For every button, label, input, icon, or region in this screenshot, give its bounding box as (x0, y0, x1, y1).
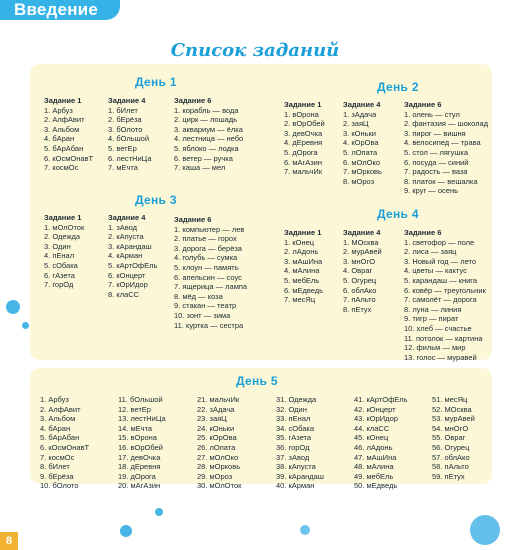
list-item: 1. мОлОток (44, 222, 85, 232)
list-item: 10. хлеб — счастье (404, 323, 472, 333)
list-item: 3. Новый год — лето (404, 256, 477, 266)
list-item: 50. мЕдведь (354, 481, 398, 491)
list-item: 14. мЕчта (118, 423, 153, 433)
list-item: 6. ковёр — треугольник (404, 285, 486, 295)
list-item: 2. вОрОбей (284, 119, 325, 129)
task-title: Задание 6 (404, 100, 442, 109)
task-title: Задание 4 (108, 96, 146, 105)
task-title: Задание 1 (44, 213, 82, 222)
list-item: 3. девОчка (284, 128, 323, 138)
list-item: 8. мёд — коза (174, 291, 223, 301)
list-item: 4. пЕнал (44, 251, 75, 261)
list-item: 4. мАлина (284, 266, 320, 276)
list-item: 28. мОрковь (197, 462, 241, 472)
day-2-task-6 (404, 100, 488, 196)
list-item: 40. кАрман (276, 481, 315, 491)
list-item: 39. кАрандаш (276, 471, 324, 481)
list-item: 2. лАдонь (284, 247, 319, 257)
list-item: 11. потолок — картина (404, 333, 483, 343)
list-item: 25. кОрОва (197, 433, 237, 443)
day-3-task-4 (108, 213, 157, 299)
list-item: 1. МОсква (343, 237, 379, 247)
day-5-column-5 (354, 395, 408, 491)
day-5-column-4 (276, 395, 324, 491)
list-item: 13. лестНиЦа (118, 414, 166, 424)
list-item: 7. ящерица — лампа (174, 282, 248, 292)
list-item: 12. фильм — мир (404, 343, 466, 353)
list-item: 6. ветер — ручка (174, 153, 233, 163)
list-item: 52. МОсква (432, 404, 472, 414)
list-item: 4. кАрман (108, 251, 143, 261)
list-item: 3. кАрандаш (108, 241, 152, 251)
list-item: 8. платок — вешалка (404, 176, 478, 186)
day-3-task-6 (174, 215, 247, 330)
list-item: 15. вОрона (118, 433, 157, 443)
splash-decoration (22, 322, 29, 329)
list-item: 4. бАран (44, 134, 75, 144)
list-item: 5. яблоко — лодка (174, 143, 239, 153)
list-item: 56. Огурец (432, 442, 470, 452)
list-item: 6. апельсин — соус (174, 272, 242, 282)
day-1-heading: День 1 (135, 75, 177, 89)
day-2-heading: День 2 (377, 80, 419, 94)
list-item: 37. зАвод (276, 452, 310, 462)
list-item: 1. Арбуз (44, 105, 73, 115)
list-item: 4. цветы — кактус (404, 266, 467, 276)
list-item: 42. кОнцерт (354, 404, 396, 414)
list-item: 5. кАртОфЕль (108, 260, 158, 270)
list-item: 16. вОрОбей (118, 442, 163, 452)
list-item: 6. мЕдведь (284, 285, 324, 295)
list-item: 4. Овраг (343, 266, 373, 276)
section-header-label: Введение (14, 0, 98, 19)
list-item: 8. мОроз (343, 176, 375, 186)
list-item: 41. кАртОфЕль (354, 395, 408, 404)
list-item: 5. лОпата (343, 147, 378, 157)
list-item: 5. карандаш — книга (404, 275, 478, 285)
list-item: 38. кАпуста (276, 462, 316, 472)
list-item: 21. мальчИк (197, 395, 240, 404)
list-item: 1. олень — стул (404, 109, 460, 119)
list-item: 45. кОнец (354, 433, 389, 443)
list-item: 3. пирог — вишня (404, 128, 466, 138)
day-4-heading: День 4 (377, 207, 419, 221)
list-item: 5. бАрАбан (44, 143, 84, 153)
list-item: 4. голубь — сумка (174, 253, 238, 263)
list-item: 44. клаСС (354, 423, 390, 433)
list-item: 31. Одежда (276, 395, 317, 404)
list-item: 6. лестНиЦа (108, 153, 152, 163)
page-number: 8 (0, 532, 18, 550)
list-item: 3. Один (44, 241, 71, 251)
list-item: 1. корабль — вода (174, 105, 239, 115)
list-item: 5. бАрАбан (40, 433, 80, 443)
list-item: 1. зАвод (108, 222, 138, 232)
list-item: 59. пЕтух (432, 471, 465, 481)
list-item: 9. тигр — пират (404, 314, 459, 324)
day-5-heading: День 5 (236, 374, 278, 388)
list-item: 35. гАзета (276, 433, 312, 443)
list-item: 27. мОлОко (197, 452, 239, 462)
list-item: 3. дорога — берёза (174, 243, 242, 253)
list-item: 7. радость — ваза (404, 167, 468, 177)
task-title: Задание 4 (343, 100, 381, 109)
list-item: 2. заяЦ (343, 119, 369, 129)
list-item: 6. кОнцерт (108, 270, 146, 280)
page-title: Список заданий (170, 40, 340, 61)
list-item: 20. мАгАзин (118, 481, 161, 491)
list-item: 3. Альбом (44, 124, 80, 134)
list-item: 3. аквариум — ёлка (174, 124, 243, 134)
list-item: 22. зАдача (197, 404, 235, 414)
list-item: 5. дОрога (284, 147, 318, 157)
list-item: 9. стакан — театр (174, 301, 237, 311)
list-item: 19. дОрога (118, 471, 156, 481)
list-item: 7. пАльто (343, 295, 376, 305)
task-title: Задание 4 (108, 213, 146, 222)
list-item: 7. космОс (44, 163, 79, 173)
section-header (0, 0, 120, 20)
list-item: 11. куртка — сестра (174, 320, 244, 330)
list-item: 5. мебЕль (284, 275, 320, 285)
task-title: Задание 4 (343, 228, 381, 237)
list-item: 1. компьютер — лев (174, 224, 245, 234)
list-item: 9. бЕрёза (40, 471, 74, 481)
day-4-task-1 (284, 228, 323, 305)
list-item: 5. Огурец (343, 275, 377, 285)
day-2-task-4 (343, 100, 382, 186)
list-item: 5. сОбака (44, 260, 78, 270)
list-item: 2. платье — горох (174, 234, 237, 244)
list-item: 18. дЕревня (118, 462, 161, 472)
list-item: 2. лиса — заяц (404, 247, 457, 257)
day-3-task-1 (44, 213, 84, 290)
list-item: 32. Один (276, 404, 307, 414)
list-item: 4. бОльшой (108, 134, 150, 144)
list-item: 3. мнОгО (343, 256, 376, 266)
list-item: 3. мАшИна (284, 256, 323, 266)
day-2-task-1 (284, 100, 325, 177)
list-item: 9. круг — осень (404, 186, 459, 196)
splash-decoration (470, 515, 500, 545)
splash-decoration (6, 300, 20, 314)
list-item: 1. бИлет (108, 105, 138, 115)
list-item: 51. месЯц (432, 395, 468, 404)
splash-decoration (120, 525, 132, 537)
list-item: 33. пЕнал (276, 414, 311, 424)
list-item: 5. стол — лягушка (404, 147, 469, 157)
list-item: 2. кАпуста (108, 232, 144, 242)
task-title: Задание 1 (284, 228, 322, 237)
list-item: 7. мОрковь (343, 167, 382, 177)
list-item: 7. мальчИк (284, 167, 323, 177)
day-4-task-4 (343, 228, 382, 314)
list-item: 30. мОлОток (197, 481, 242, 491)
list-item: 6. посуда — синий (404, 157, 469, 167)
list-item: 53. мурАвей (432, 414, 475, 424)
list-item: 7. кОрИдор (108, 280, 148, 290)
list-item: 6. облАко (343, 285, 377, 295)
list-item: 26. лОпата (197, 442, 236, 452)
list-item: 5. клоун — память (174, 262, 239, 272)
day-5-column-1 (40, 395, 89, 491)
list-item: 1. Арбуз (40, 395, 69, 404)
list-item: 34. сОбака (276, 423, 315, 433)
list-item: 55. Овраг (432, 433, 466, 443)
day-5-column-2 (118, 395, 166, 491)
list-item: 36. горОд (276, 442, 310, 452)
list-item: 2. АлфАвит (44, 115, 85, 125)
list-item: 57. облАко (432, 452, 470, 462)
list-item: 7. космОс (40, 452, 75, 462)
list-item: 7. каша — мел (174, 163, 226, 173)
list-item: 43. кОрИдор (354, 414, 398, 424)
list-item: 4. дЕревня (284, 138, 323, 148)
list-item: 13. голос — муравей (404, 352, 477, 362)
list-item: 54. мнОгО (432, 423, 469, 433)
list-item: 7. самолёт — дорога (404, 295, 477, 305)
list-item: 6. гАзета (44, 270, 75, 280)
list-item: 2. цирк — лошадь (174, 115, 238, 125)
list-item: 29. мОроз (197, 471, 233, 481)
list-item: 1. зАдача (343, 109, 377, 119)
list-item: 46. лАдонь (354, 442, 393, 452)
list-item: 8. бИлет (40, 462, 70, 472)
task-title: Задание 6 (174, 96, 212, 105)
splash-decoration (300, 525, 310, 535)
list-item: 12. ветЕр (118, 404, 151, 414)
list-item: 49. мебЕль (354, 471, 394, 481)
list-item: 6. кОсмОнавТ (40, 442, 90, 452)
day-5-column-6 (432, 395, 475, 481)
list-item: 8. клаСС (108, 289, 140, 299)
task-title: Задание 1 (284, 100, 322, 109)
list-item: 17. девОчка (118, 452, 161, 462)
day-1-task-1 (44, 96, 93, 173)
list-item: 4. велосипед — трава (404, 138, 481, 148)
list-item: 5. ветЕр (108, 143, 137, 153)
list-item: 2. мурАвей (343, 247, 382, 257)
list-item: 10. зонт — зима (174, 310, 231, 320)
list-item: 7. мЕчта (108, 163, 138, 173)
day-1-task-6 (174, 96, 243, 173)
list-item: 24. кОньки (197, 423, 235, 433)
list-item: 4. кОрОва (343, 138, 379, 148)
list-item: 2. АлфАвит (40, 404, 81, 414)
list-item: 6. мАгАзин (284, 157, 323, 167)
day-5-column-3 (197, 395, 241, 491)
list-item: 1. светофор — поле (404, 237, 475, 247)
list-item: 4. лестница — небо (174, 134, 244, 144)
day-4-task-6 (404, 228, 486, 362)
list-item: 23. заяЦ (197, 414, 227, 424)
list-item: 2. фантазия — шоколад (404, 119, 489, 129)
list-item: 11. бОльшой (118, 395, 163, 404)
list-item: 8. пЕтух (343, 304, 372, 314)
list-item: 8. луна — линия (404, 304, 462, 314)
task-title: Задание 6 (174, 215, 212, 224)
list-item: 1. кОнец (284, 237, 315, 247)
list-item: 2. Одежда (44, 232, 81, 242)
task-title: Задание 1 (44, 96, 82, 105)
list-item: 3. кОньки (343, 128, 376, 138)
list-item: 7. горОд (44, 280, 74, 290)
list-item: 6. мОлОко (343, 157, 380, 167)
list-item: 3. бОлото (108, 124, 143, 134)
list-item: 6. кОсмОнавТ (44, 153, 94, 163)
list-item: 4. бАран (40, 423, 71, 433)
list-item: 2. бЕрёза (108, 115, 142, 125)
list-item: 48. мАлина (354, 462, 394, 472)
splash-decoration (155, 508, 163, 516)
list-item: 3. Альбом (40, 414, 76, 424)
list-item: 58. пАльто (432, 462, 469, 472)
day-1-task-4 (108, 96, 152, 173)
day-3-heading: День 3 (135, 193, 177, 207)
task-title: Задание 6 (404, 228, 442, 237)
list-item: 10. бОлото (40, 481, 79, 491)
list-item: 47. мАшИна (354, 452, 397, 462)
list-item: 7. месЯц (284, 295, 316, 305)
list-item: 1. вОрона (284, 109, 319, 119)
